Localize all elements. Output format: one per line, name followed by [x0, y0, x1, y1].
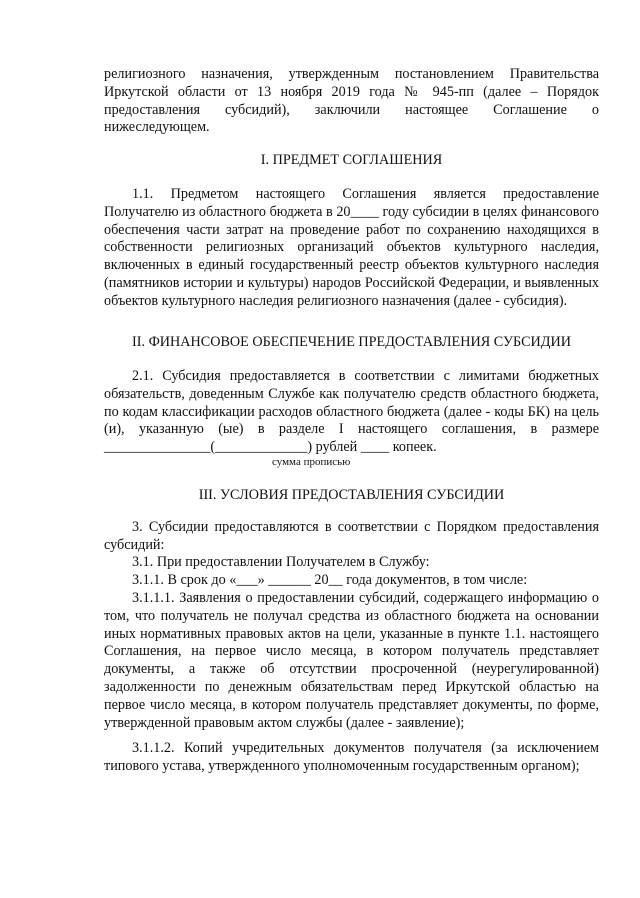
paragraph-3-1-1-2: 3.1.1.2. Копий учредительных документов получателя (за исключением типового устава, утвержденного уполномоченным государственным органом); — [104, 740, 599, 774]
section-3-heading: III. УСЛОВИЯ ПРЕДОСТАВЛЕНИЯ СУБСИДИИ — [198, 487, 505, 503]
amount-in-words-note: сумма прописью — [272, 456, 351, 468]
intro-paragraph: религиозного назначения, утвержденным постановлением Правительства Иркутской области от 13 ноября 2019 года № 945-пп (далее – Порядок предоставления субсидий), заключили настоящее Соглашение о нижеследующем. — [104, 66, 599, 136]
paragraph-3-1: 3.1. При предоставлении Получателем в Службу: — [132, 554, 430, 570]
paragraph-3: 3. Субсидии предоставляются в соответствии с Порядком предоставления субсидий: — [104, 519, 599, 553]
paragraph-2-1: 2.1. Субсидия предоставляется в соответствии с лимитами бюджетных обязательств, доведенным Службе как получателю средств областного бюджета, по кодам классификации расходов областного бюджета (далее - коды БК) на цель (и), указанную (ые) в разделе I настоящего соглашения, в размере _______________(_____________) рублей ____ копеек. — [104, 368, 599, 456]
paragraph-3-1-1-1: 3.1.1.1. Заявления о предоставлении субсидий, содержащего информацию о том, что получатель не получал средства из областного бюджета на основании иных нормативных правовых актов на цели, указанные в пункте 1.1. настоящего Соглашения, на первое число месяца, в котором получатель представляет документы, а также об отсутствии просроченной (неурегулированной) задолженности по денежным обязательствам перед Иркутской областью на первое число месяца, в котором получатель представляет документы, по форме, утвержденной правовым актом службы (далее - заявление); — [104, 590, 599, 731]
section-2-heading: II. ФИНАНСОВОЕ ОБЕСПЕЧЕНИЕ ПРЕДОСТАВЛЕНИЯ СУБСИДИИ — [132, 334, 571, 350]
paragraph-1-1: 1.1. Предметом настоящего Соглашения является предоставление Получателю из областного бюджета в 20____ году субсидии в целях финансового обеспечения части затрат на проведение работ по сохранению находящихся в собственности религиозных организаций объектов культурного наследия, включенных в единый государственный реестр объектов культурного наследия (памятников истории и культуры) народов Российской Федерации, и выявленных объектов культурного наследия религиозного назначения (далее - субсидия). — [104, 186, 599, 309]
section-1-heading: I. ПРЕДМЕТ СОГЛАШЕНИЯ — [260, 152, 443, 168]
paragraph-3-1-1: 3.1.1. В срок до «___» ______ 20__ года документов, в том числе: — [132, 572, 528, 588]
